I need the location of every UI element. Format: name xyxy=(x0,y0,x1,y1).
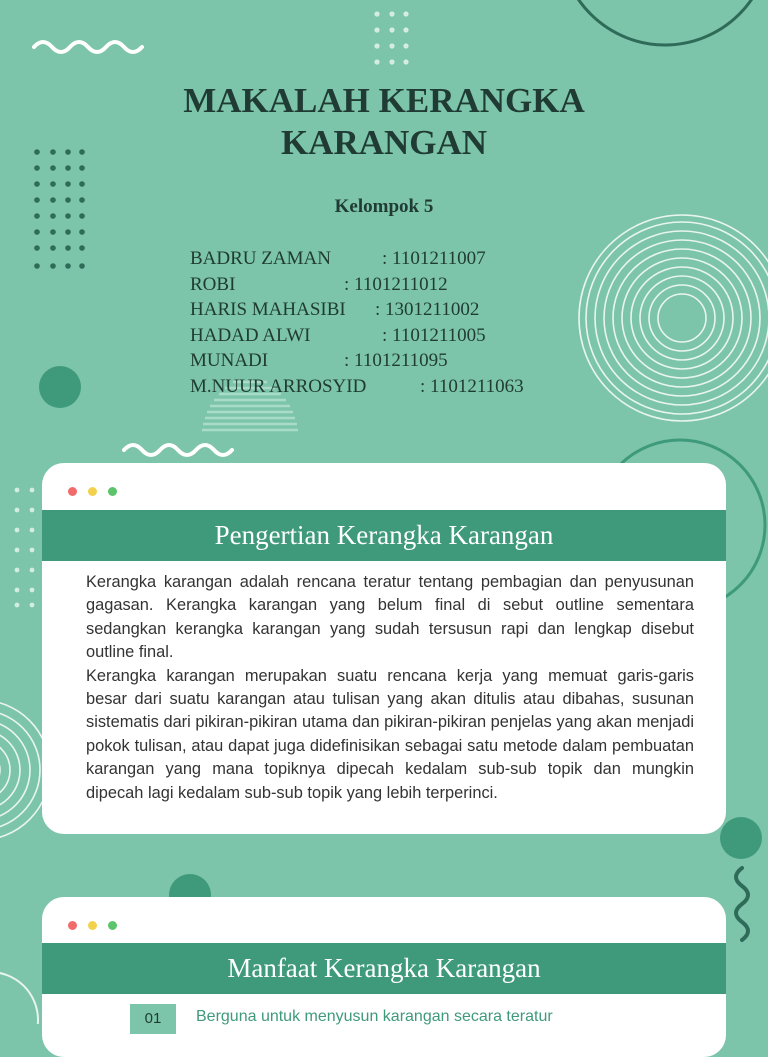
concentric-circles-right xyxy=(579,215,768,421)
definition-card xyxy=(42,463,726,834)
green-dot-icon xyxy=(108,487,117,496)
window-dots xyxy=(68,917,128,935)
benefit-text: Berguna untuk menyusun karangan secara teratur xyxy=(196,1008,553,1025)
dot-grid-left-lower xyxy=(15,488,35,608)
squiggle-right xyxy=(736,868,748,940)
dot-grid-top xyxy=(374,11,408,64)
definition-body xyxy=(86,571,694,805)
yellow-dot-icon xyxy=(88,921,97,930)
title-line-1: MAKALAH KERANGKA xyxy=(183,81,585,120)
red-dot-icon xyxy=(68,921,77,930)
member-row xyxy=(190,348,448,374)
member-row xyxy=(190,323,486,349)
arc-top-right xyxy=(560,0,768,45)
definition-paragraph-2: Kerangka karangan merupakan suatu rencana kerja yang memuat garis-garis besar dari suatu karangan atau tulisan yang akan ditulis atau dibahas, susunan sistematis dari pikiran-pikiran utama dan pikiran-pikiran penjelas yang akan menjadi pokok tulisan, atau dapat juga didefinisikan sebagai satu metode dalam pembuatan karangan yang mana topiknya dipecah kedalam sub-sub topik dan mungkin dipecah lagi kedalam sub-sub topik yang lebih terperinci. xyxy=(86,666,694,802)
group-label: Kelompok 5 xyxy=(334,196,434,217)
member-nim: : 1301211002 xyxy=(375,299,480,321)
title-line-2: KARANGAN xyxy=(280,123,488,162)
member-nim: : 1101211063 xyxy=(420,375,524,397)
benefit-card xyxy=(42,897,726,1057)
page-title xyxy=(0,80,768,164)
red-dot-icon xyxy=(68,487,77,496)
green-dot-icon xyxy=(108,921,117,930)
member-name: ROBI xyxy=(190,273,236,295)
squiggle-middle xyxy=(124,445,232,455)
member-list xyxy=(190,246,524,400)
solid-circle-right xyxy=(720,817,762,859)
member-row xyxy=(190,272,448,298)
benefit-number: 01 xyxy=(130,1004,176,1034)
solid-circle-left xyxy=(39,366,81,408)
member-name: HARIS MAHASIBI xyxy=(190,299,346,321)
member-row xyxy=(190,246,486,272)
outline-arc-bottom-left xyxy=(0,972,38,1024)
member-name: MUNADI xyxy=(190,350,269,372)
member-name: HADAD ALWI xyxy=(190,324,311,346)
squiggle-top-left xyxy=(34,42,142,52)
member-nim: : 1101211007 xyxy=(382,248,486,269)
member-name: M.NUUR ARROSYID xyxy=(190,375,367,397)
definition-heading: Pengertian Kerangka Karangan xyxy=(42,510,726,561)
member-nim: : 1101211095 xyxy=(344,350,448,372)
benefit-heading: Manfaat Kerangka Karangan xyxy=(42,943,726,994)
member-name: BADRU ZAMAN xyxy=(190,248,331,269)
member-nim: : 1101211005 xyxy=(382,324,486,346)
definition-paragraph-1: Kerangka karangan adalah rencana teratur tentang pembagian dan penyusunan gagasan. Kerangka karangan yang belum final di sebut outline sementara sedangkan kerangka karangan yang sudah tersusun rapi dan lengkap disebut outline final. xyxy=(86,573,694,662)
member-row xyxy=(190,374,524,400)
member-row xyxy=(190,297,480,323)
window-dots xyxy=(68,483,128,501)
member-nim: : 1101211012 xyxy=(344,273,448,295)
yellow-dot-icon xyxy=(88,487,97,496)
